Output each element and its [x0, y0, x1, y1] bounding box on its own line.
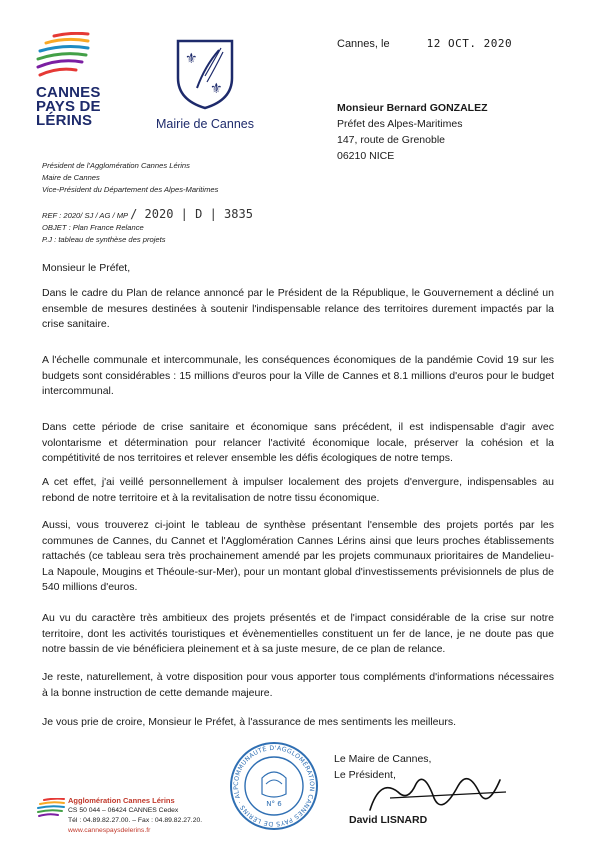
objet-line: OBJET : Plan France Relance: [42, 223, 144, 232]
pj-line: P.J : tableau de synthèse des projets: [42, 235, 166, 244]
recipient-block: [337, 100, 488, 164]
agglomeration-seal-icon: [228, 740, 320, 832]
body-paragraph: A l'échelle communale et intercommunale, les conséquences économiques de la pandémie Covid 19 sur les budgets sont considérables : 15 millions d'euros pour la Ville de Cannes et 8.1 millions d'euros pour le budget intercommunal.: [42, 354, 554, 397]
signature-role-1: Le Maire de Cannes,: [334, 753, 432, 765]
cannes-shield-icon: [175, 38, 235, 110]
body-paragraph: Aussi, vous trouverez ci-joint le tableau de synthèse présentant l'ensemble des projets portés par les communes de Cannes, du Cannet et l'Agglomération Cannes Lérins ainsi que leurs proches établissements rattachés (ce tableau sera très prochainement amendé par les projets communaux prioritaires de Mandelieu-La Napoule, Mougins et Théoule-sur-Mer), pour un montant global d'investissements prévisionnels de plus de 540 millions d'euros.: [42, 519, 554, 593]
ref-label: REF : 2020/ SJ / AG / MP: [42, 211, 129, 220]
official-stamp: [228, 740, 320, 832]
svg-text:⚜: ⚜: [185, 51, 198, 67]
svg-text:⚜: ⚜: [210, 81, 223, 97]
body-paragraph: Dans le cadre du Plan de relance annoncé par le Président de la République, le Gouvernement a décliné un ensemble de mesures destinées à soutenir l'indispensable relance des territoires durement impactés par la crise sanitaire.: [42, 287, 554, 330]
body-paragraph: Je vous prie de croire, Monsieur le Préfet, à l'assurance de mes sentiments les meilleurs.: [42, 716, 457, 728]
recipient-city: 06210 NICE: [337, 150, 395, 162]
body-paragraph: A cet effet, j'ai veillé personnellement à impulser localement des projets d'envergure, indispensables au rebond de notre territoire et à la revitalisation de notre tissu économique.: [42, 476, 554, 504]
recipient-name: Monsieur Bernard GONZALEZ: [337, 102, 488, 114]
agglo-logo-line2: PAYS DE: [36, 98, 101, 115]
signature-role-2: Le Président,: [334, 768, 396, 781]
salutation: Monsieur le Préfet,: [42, 262, 131, 274]
ref-handwritten: / 2020 | D | 3835: [130, 207, 253, 221]
footer: [36, 796, 202, 836]
footer-website[interactable]: www.cannespaysdelerins.fr: [68, 827, 151, 834]
footer-phone: Tél : 04.89.82.27.00. – Fax : 04.89.82.27.20.: [68, 817, 203, 824]
date-stamp: 12 OCT. 2020: [426, 37, 513, 50]
agglo-logo-line1: CANNES: [36, 84, 101, 101]
ref-line: [42, 208, 253, 222]
agglo-logo: [36, 32, 116, 128]
footer-address: CS 50 044 – 06424 CANNES Cedex: [68, 807, 179, 814]
signer-name: David LISNARD: [349, 814, 428, 826]
mairie-logo: [150, 38, 260, 131]
stamp-number: N° 6: [266, 800, 282, 808]
recipient-title: Préfet des Alpes-Maritimes: [337, 118, 463, 130]
body-paragraph: Au vu du caractère très ambitieux des projets présentés et de l'impact considérable de la crise sur notre territoire, dont les activités touristiques et évènementielles constituent un fer de lance, je ne doute pas que notre bassin de vie bénéficiera pleinement et à sa juste mesure, de ce plan de relance.: [42, 612, 554, 655]
references: [42, 208, 253, 246]
stamp-ring-text: COMMUNAUTÉ D'AGGLOMÉRATION CANNES PAYS DE LÉRINS · ALP: [232, 744, 316, 828]
agglo-logo-line3: LÉRINS: [36, 112, 93, 129]
body-paragraph: Dans cette période de crise sanitaire et économique sans précédent, il est indispensable d'agir avec volontarisme et détermination pour relancer l'activité économique locale, préserver la cohésion et la compétitivité de nos territoires et relever ensemble les défis écologiques de notre temps.: [42, 421, 554, 464]
footer-org: Agglomération Cannes Lérins: [68, 796, 175, 805]
author-title: Maire de Cannes: [42, 173, 100, 182]
agglo-logo-stripes-icon: [36, 32, 96, 82]
author-titles: [42, 160, 218, 196]
author-title: Président de l'Agglomération Cannes Lérins: [42, 161, 190, 170]
letter-date: [337, 37, 512, 50]
mairie-logo-label: Mairie de Cannes: [156, 117, 254, 131]
author-title: Vice-Président du Département des Alpes-Maritimes: [42, 185, 219, 194]
body-paragraph: Je reste, naturellement, à votre disposition pour vous apporter tous compléments d'informations nécessaires à la bonne instruction de cette demande majeure.: [42, 671, 554, 699]
recipient-address: 147, route de Grenoble: [337, 134, 445, 146]
date-place: Cannes, le: [337, 38, 390, 50]
